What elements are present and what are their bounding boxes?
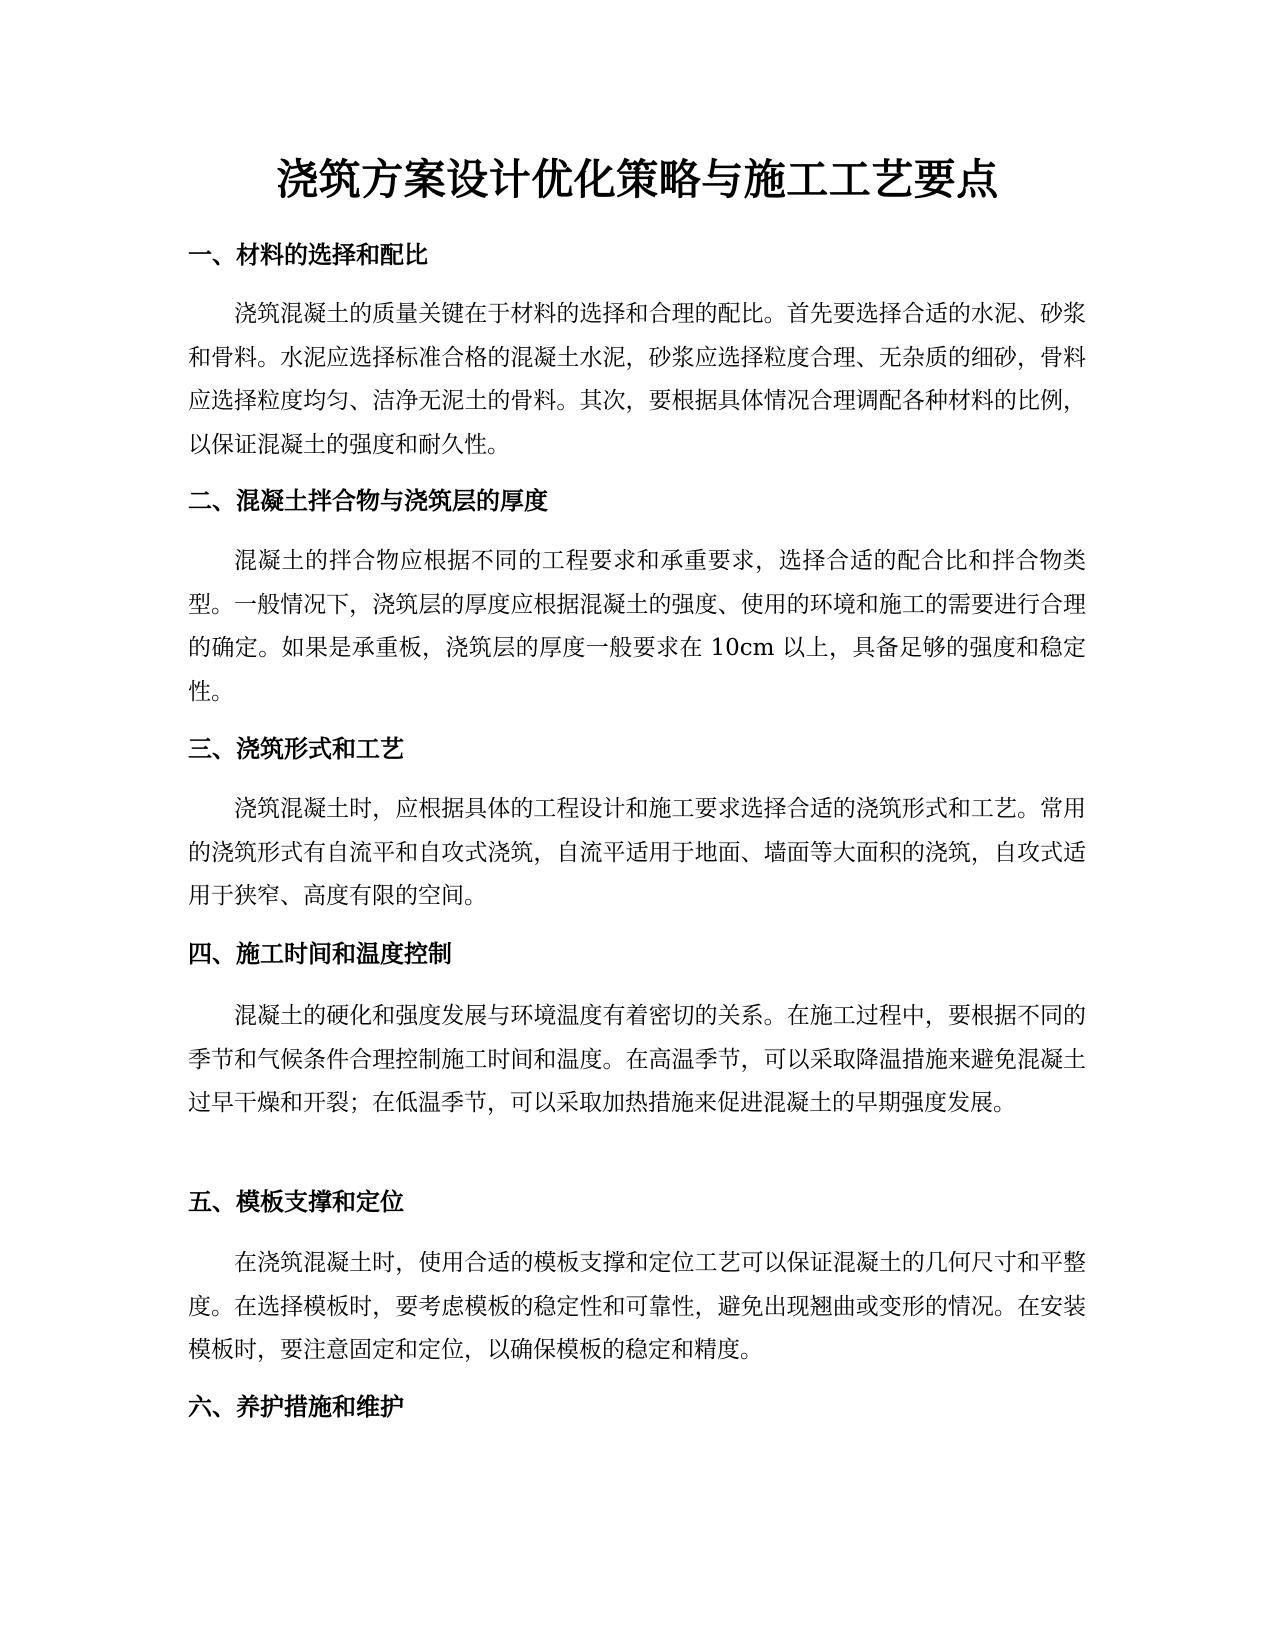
section-paragraph-3: 浇筑混凝土时，应根据具体的工程设计和施工要求选择合适的浇筑形式和工艺。常用的浇筑形式有自流平和自攻式浇筑，自流平适用于地面、墙面等大面积的浇筑，自攻式适用于狭窄、高度有限的空间。 bbox=[188, 796, 1086, 909]
section-heading-2: 二、混凝土拌合物与浇筑层的厚度 bbox=[188, 487, 548, 515]
section-heading-5: 五、模板支撑和定位 bbox=[188, 1188, 404, 1216]
section-heading-3: 三、浇筑形式和工艺 bbox=[188, 735, 404, 763]
section-paragraph-4: 混凝土的硬化和强度发展与环境温度有着密切的关系。在施工过程中，要根据不同的季节和气候条件合理控制施工时间和温度。在高温季节，可以采取降温措施来避免混凝土过早干燥和开裂；在低温季节，可以采取加热措施来促进混凝土的早期强度发展。 bbox=[188, 1003, 1086, 1116]
section-heading-1: 一、材料的选择和配比 bbox=[188, 241, 428, 269]
section-heading-6: 六、养护措施和维护 bbox=[188, 1393, 404, 1421]
section-paragraph-5: 在浇筑混凝土时，使用合适的模板支撑和定位工艺可以保证混凝土的几何尺寸和平整度。在选择模板时，要考虑模板的稳定性和可靠性，避免出现翘曲或变形的情况。在安装模板时，要注意固定和定位，以确保模板的稳定和精度。 bbox=[188, 1250, 1086, 1363]
document-title: 浇筑方案设计优化策略与施工工艺要点 bbox=[276, 155, 999, 204]
section-heading-4: 四、施工时间和温度控制 bbox=[188, 940, 452, 968]
section-paragraph-1: 浇筑混凝土的质量关键在于材料的选择和合理的配比。首先要选择合适的水泥、砂浆和骨料。水泥应选择标准合格的混凝土水泥，砂浆应选择粒度合理、无杂质的细砂，骨料应选择粒度均匀、洁净无泥土的骨料。其次，要根据具体情况合理调配各种材料的比例，以保证混凝土的强度和耐久性。 bbox=[188, 301, 1086, 458]
section-paragraph-2: 混凝土的拌合物应根据不同的工程要求和承重要求，选择合适的配合比和拌合物类型。一般情况下，浇筑层的厚度应根据混凝土的强度、使用的环境和施工的需要进行合理的确定。如果是承重板，浇筑层的厚度一般要求在 10cm 以上，具备足够的强度和稳定性。 bbox=[188, 548, 1086, 705]
